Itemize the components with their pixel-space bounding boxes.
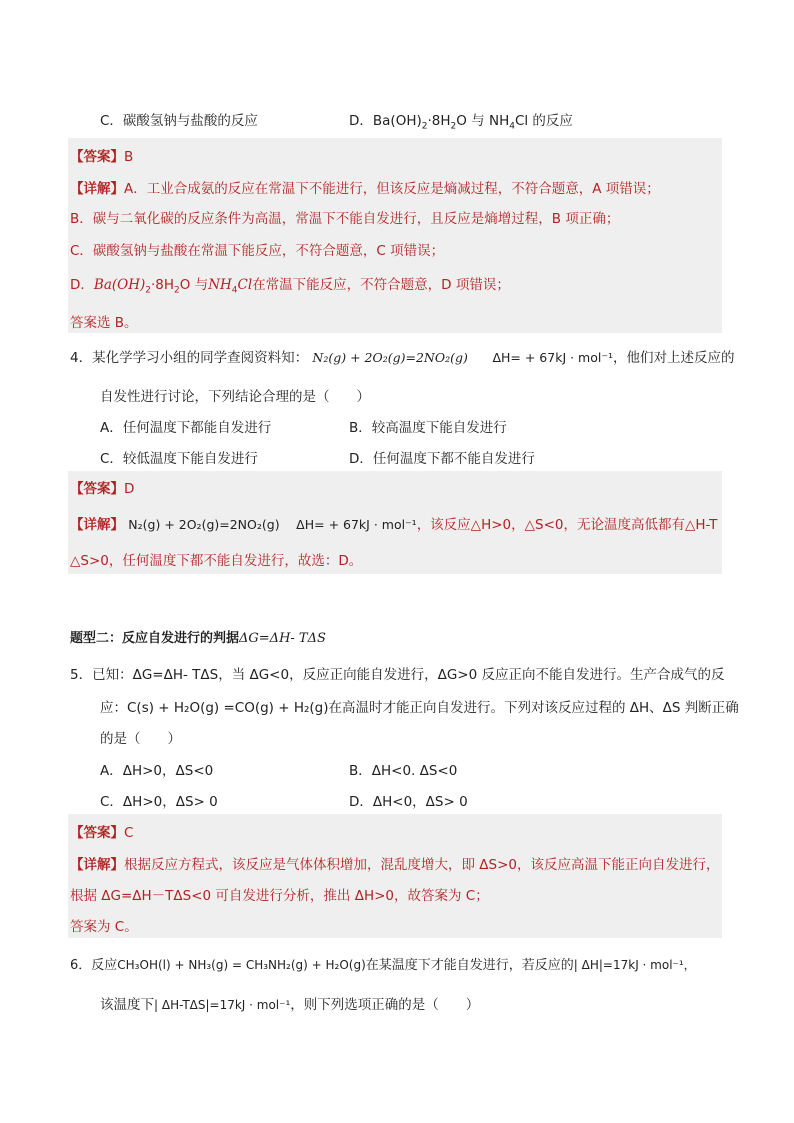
section-heading: 题型二：反应自发进行的判据ΔG=ΔH- TΔS bbox=[70, 631, 326, 646]
answer-value: C bbox=[124, 825, 134, 841]
q4-detail-line2: △S>0，任何温度下都不能自发进行，故选：D。 bbox=[70, 553, 363, 569]
q5-option-d: D．ΔH<0，ΔS> 0 bbox=[349, 794, 468, 810]
q5-option-a: A．ΔH>0，ΔS<0 bbox=[100, 763, 214, 779]
q5-stem-line3: 的是（ ） bbox=[100, 731, 181, 747]
answer-label: 【答案】 bbox=[70, 149, 124, 165]
q4-stem-line2: 自发性进行讨论，下列结论合理的是（ ） bbox=[100, 389, 370, 405]
q5-stem-line1: 5．已知：ΔG=ΔH- TΔS，当 ΔG<0，反应正向能自发进行，ΔG>0 反应正向不能自发进行。生产合成气的反 bbox=[70, 667, 725, 683]
q6-stem-line2: 该温度下| ΔH-TΔS|=17kJ · mol⁻¹，则下列选项正确的是（ ） bbox=[100, 997, 480, 1013]
q4-option-a: A．任何温度下都能自发进行 bbox=[100, 420, 272, 436]
q4-option-b: B．较高温度下能自发进行 bbox=[349, 420, 507, 436]
q3-conclusion: 答案选 B。 bbox=[70, 315, 138, 331]
detail-label: 【详解】 bbox=[70, 517, 124, 533]
q6-stem-line1: 6．反应CH₃OH(l) + NH₃(g) = CH₃NH₂(g) + H₂O(g)在某温度下才能自发进行，若反应的| ΔH|=17kJ · mol⁻¹， bbox=[70, 958, 696, 973]
q4-option-c: C．较低温度下能自发进行 bbox=[100, 451, 258, 467]
q4-detail-line1: 【详解】 N₂(g) + 2O₂(g)=2NO₂(g) ΔH= + 67kJ · mol⁻¹，该反应△H>0，△S<0，无论温度高低都有△H-T bbox=[70, 517, 718, 533]
q5-answer-band bbox=[68, 814, 722, 938]
q4-answer bbox=[70, 477, 134, 497]
q5-option-b: B．ΔH<0. ΔS<0 bbox=[349, 763, 458, 779]
q5-conclusion: 答案为 C。 bbox=[70, 919, 138, 935]
q5-stem-line2: 应：C(s) + H₂O(g) =CO(g) + H₂(g)在高温时才能正向自发进行。下列对该反应过程的 ΔH、ΔS 判断正确 bbox=[100, 700, 739, 716]
detail-label: 【详解】 bbox=[70, 181, 124, 197]
q3-detail-c: C．碳酸氢钠与盐酸在常温下能反应，不符合题意，C 项错误； bbox=[70, 243, 445, 259]
q5-answer bbox=[70, 821, 133, 841]
q5-detail-line1: 【详解】根据反应方程式，该反应是气体体积增加，混乱度增大，即 ΔS>0，该反应高温下能正向自发进行， bbox=[70, 857, 720, 873]
q5-option-c: C．ΔH>0，ΔS> 0 bbox=[100, 794, 218, 810]
detail-label: 【详解】 bbox=[70, 857, 124, 873]
answer-value: B bbox=[124, 149, 134, 165]
q3-detail-b: B．碳与二氧化碳的反应条件为高温，常温下不能自发进行，且反应是熵增过程，B 项正确； bbox=[70, 211, 620, 227]
q3-option-c: C．碳酸氢钠与盐酸的反应 bbox=[100, 113, 258, 129]
answer-value: D bbox=[124, 481, 135, 497]
answer-label: 【答案】 bbox=[70, 825, 124, 841]
answer-label: 【答案】 bbox=[70, 481, 124, 497]
q4-option-d: D．任何温度下都不能自发进行 bbox=[349, 451, 535, 467]
q3-option-d: D．$Ba(OH)_2\cdot 8H_2O$ 与 $NH_4Cl$ 的反应 bbox=[349, 113, 573, 132]
q3-detail-d: D．$Ba(OH)_2\cdot 8H_2O$ 与$NH_4Cl$在常温下能反应，不符合题意，D 项错误； bbox=[70, 277, 510, 296]
q4-stem-line1: 4．某化学学习小组的同学查阅资料知： N₂(g) + 2O₂(g)=2NO₂(g) ΔH= + 67kJ · mol⁻¹，他们对上述反应的 bbox=[70, 350, 735, 366]
q3-answer-band bbox=[68, 138, 722, 333]
q5-detail-line2: 根据 ΔG=ΔH－TΔS<0 可自发进行分析，推出 ΔH>0，故答案为 C； bbox=[70, 888, 489, 904]
q3-answer bbox=[70, 145, 133, 165]
q3-detail-a: 【详解】A．工业合成氨的反应在常温下不能进行，但该反应是熵减过程，不符合题意，A 项错误； bbox=[70, 181, 660, 197]
